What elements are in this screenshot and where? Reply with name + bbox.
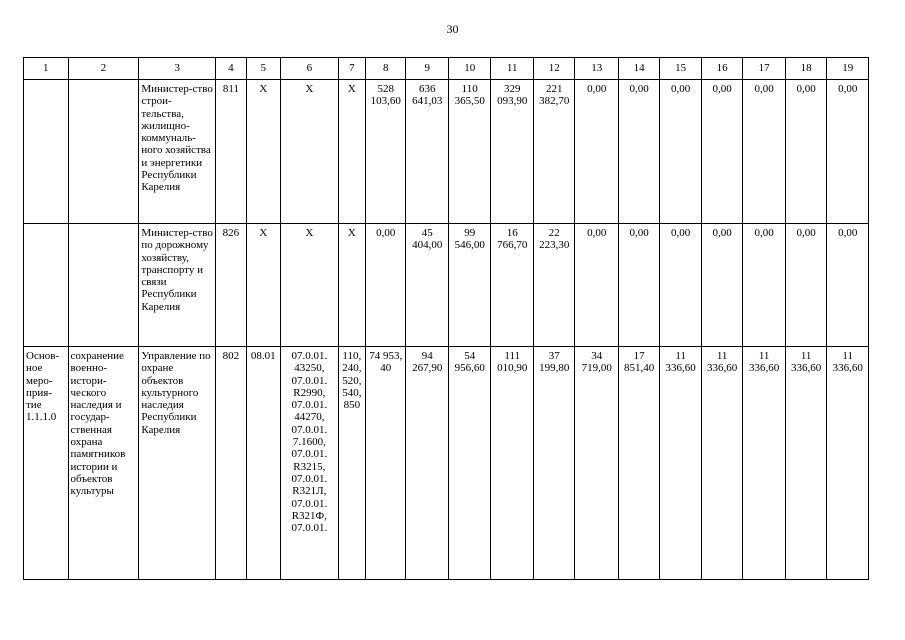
header-cell: 14: [618, 58, 659, 80]
budget-table: [23, 57, 869, 580]
cell-section: 08.01: [246, 347, 280, 580]
table-row: [24, 224, 869, 347]
header-cell: 7: [338, 58, 365, 80]
cell-title: [68, 224, 139, 347]
cell-value: 0,00: [827, 80, 869, 224]
cell-value: 0,00: [618, 80, 659, 224]
header-cell: 9: [406, 58, 449, 80]
cell-value: 54 956,60: [448, 347, 491, 580]
cell-value: 0,00: [743, 224, 786, 347]
header-row: [24, 58, 869, 80]
cell-value: 0,00: [575, 224, 619, 347]
cell-value: 34 719,00: [575, 347, 619, 580]
cell-value: 45 404,00: [406, 224, 449, 347]
header-cell: 19: [827, 58, 869, 80]
cell-value: 22 223,30: [533, 224, 574, 347]
header-cell: 15: [660, 58, 701, 80]
cell-value: 0,00: [575, 80, 619, 224]
header-cell: 10: [448, 58, 491, 80]
cell-target: X: [281, 80, 339, 224]
cell-value: 0,00: [660, 80, 701, 224]
cell-section: X: [246, 224, 280, 347]
cell-grbs: 802: [216, 347, 246, 580]
header-cell: 3: [139, 58, 216, 80]
cell-value: 221 382,70: [533, 80, 574, 224]
cell-executor: Министер-ство строи-тельства, жилищно-коммуналь-ного хозяйства и энергетики Республики Карелия: [139, 80, 216, 224]
header-cell: 17: [743, 58, 786, 80]
header-cell: 5: [246, 58, 280, 80]
cell-grbs: 826: [216, 224, 246, 347]
cell-value: 111 010,90: [491, 347, 534, 580]
table-row: [24, 80, 869, 224]
table-row: [24, 347, 869, 580]
cell-value: 11 336,60: [660, 347, 701, 580]
cell-value: 0,00: [365, 224, 405, 347]
cell-value: 99 546,00: [448, 224, 491, 347]
cell-value: 0,00: [618, 224, 659, 347]
cell-type: X: [338, 80, 365, 224]
cell-value: 94 267,90: [406, 347, 449, 580]
cell-event: [24, 80, 69, 224]
cell-value: 0,00: [785, 80, 826, 224]
cell-value: 11 336,60: [827, 347, 869, 580]
cell-value: 0,00: [701, 224, 742, 347]
cell-value: 11 336,60: [701, 347, 742, 580]
cell-executor: Управление по охране объектов культурного наследия Республики Карелия: [139, 347, 216, 580]
cell-event: [24, 224, 69, 347]
cell-value: 0,00: [827, 224, 869, 347]
cell-title: сохранение военно-истори-ческого наследия и государ-ственная охрана памятников истории и объектов культуры: [68, 347, 139, 580]
cell-value: 11 336,60: [743, 347, 786, 580]
cell-target: X: [281, 224, 339, 347]
header-cell: 18: [785, 58, 826, 80]
cell-event: Основ-ное меро-прия-тие 1.1.1.0: [24, 347, 69, 580]
cell-value: 329 093,90: [491, 80, 534, 224]
cell-value: 0,00: [743, 80, 786, 224]
header-cell: 6: [281, 58, 339, 80]
cell-type: X: [338, 224, 365, 347]
cell-value: 0,00: [701, 80, 742, 224]
cell-executor: Министер-ство по дорожному хозяйству, транспорту и связи Республики Карелия: [139, 224, 216, 347]
page-number: 30: [446, 22, 459, 36]
cell-value: 528 103,60: [365, 80, 405, 224]
header-cell: 1: [24, 58, 69, 80]
header-cell: 4: [216, 58, 246, 80]
cell-value: 74 953, 40: [365, 347, 405, 580]
cell-title: [68, 80, 139, 224]
header-cell: 12: [533, 58, 574, 80]
cell-value: 16 766,70: [491, 224, 534, 347]
header-cell: 16: [701, 58, 742, 80]
cell-value: 11 336,60: [785, 347, 826, 580]
header-cell: 13: [575, 58, 619, 80]
cell-value: 0,00: [785, 224, 826, 347]
cell-value: 110 365,50: [448, 80, 491, 224]
cell-value: 0,00: [660, 224, 701, 347]
cell-value: 17 851,40: [618, 347, 659, 580]
header-cell: 8: [365, 58, 405, 80]
cell-value: 37 199,80: [533, 347, 574, 580]
header-cell: 2: [68, 58, 139, 80]
cell-value: 636 641,03: [406, 80, 449, 224]
cell-section: X: [246, 80, 280, 224]
header-cell: 11: [491, 58, 534, 80]
cell-type: 110, 240, 520, 540, 850: [338, 347, 365, 580]
cell-grbs: 811: [216, 80, 246, 224]
cell-target: 07.0.01. 43250, 07.0.01. R2990, 07.0.01. 44270, 07.0.01. 7.1600, 07.0.01. R3215, 07.0.01. R321Л, 07.0.01. R321Ф, 07.0.01.: [281, 347, 339, 580]
